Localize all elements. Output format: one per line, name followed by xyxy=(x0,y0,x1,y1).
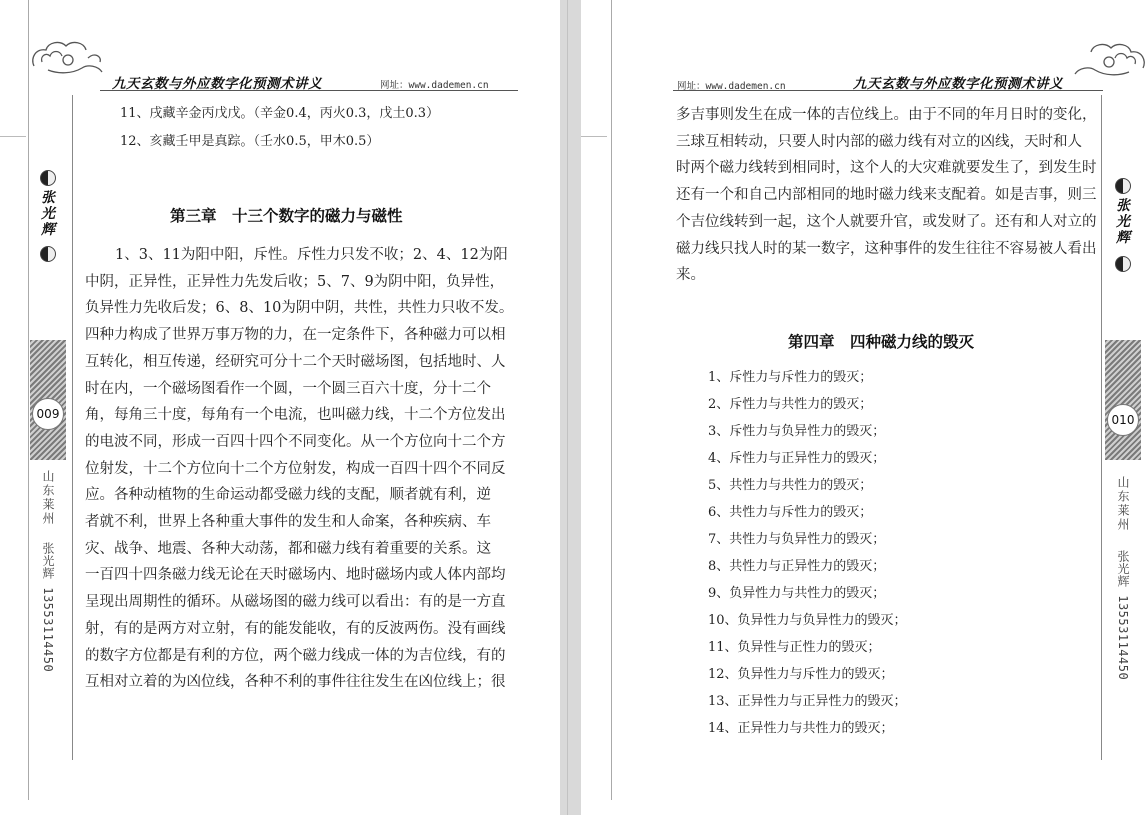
side-strip xyxy=(1105,160,1141,681)
text-line: 1、3、11为阳中阳，斥性。斥性力只发不收；2、4、12为阳 xyxy=(115,247,508,263)
yinyang-icon xyxy=(1115,178,1131,194)
text-line: 射，有的是两方对立射，有的能发能收，有的反波两伤。没有画线 xyxy=(85,620,506,637)
list-item: 4、斥性力与正异性力的毁灭； xyxy=(708,451,886,466)
location-label: 山东莱州 xyxy=(1116,476,1130,532)
text-line: 多吉事则发生在成一体的吉位线上。由于不同的年月日时的变化， xyxy=(676,107,1097,123)
text-line: 负异性力先收后发；6、8、10为阴中阴，共性，共性力只收不发。 xyxy=(85,300,514,317)
list-item: 6、共性力与斥性力的毁灭； xyxy=(708,505,873,520)
left-paragraph xyxy=(85,242,514,696)
text-line: 角，每角三十度，每角有一个电流，也叫磁力线，十二个方位发出 xyxy=(85,407,506,424)
page-number: 009 xyxy=(32,398,64,430)
text-line: 者就不利，世界上各种重大事件的发生和人命案，各种疾病、车 xyxy=(85,514,491,531)
text-line: 时在内，一个磁场图看作一个圆，一个圆三百六十度，分十二个 xyxy=(85,380,491,397)
text-line: 灾、战争、地震、各种大动荡，都和磁力线有着重要的关系。这 xyxy=(85,540,491,557)
inner-margin-rule xyxy=(72,95,73,760)
left-top-list xyxy=(120,100,439,156)
author-signature: 张光辉 xyxy=(1116,198,1130,246)
right-paragraph xyxy=(676,102,1097,289)
text-line: 位射发，十二个方位向十二个方位射发，构成一百四十四个不同反 xyxy=(85,460,506,477)
list-item: 5、共性力与共性力的毁灭； xyxy=(708,478,873,493)
gutter-seam xyxy=(567,0,568,815)
outer-margin-rule xyxy=(28,0,29,800)
text-line: 互相对立着的为凶位线，各种不利的事件往往发生在凶位线上；很 xyxy=(85,674,506,691)
page-gutter xyxy=(560,0,581,815)
contact-label: 张光辉 13553114450 xyxy=(41,542,55,673)
text-line: 个吉位线转到一起，这个人就要升官，或发财了。还有和人对立的 xyxy=(676,213,1097,230)
header-title: 九天玄数与外应数字化预测术讲义 xyxy=(853,76,1063,92)
text-line: 的电波不同，形成一百四十四个不同变化。从一个方位向十二个方 xyxy=(85,433,506,450)
yinyang-icon xyxy=(40,170,56,186)
text-line: 来。 xyxy=(676,267,705,284)
list-item: 2、斥性力与共性力的毁灭； xyxy=(708,397,873,412)
cloud-ornament-icon xyxy=(28,36,108,80)
header-url: 网址：www.dademen.cn xyxy=(380,80,489,91)
cloud-ornament-icon xyxy=(1069,38,1147,82)
header-rule xyxy=(673,90,1103,91)
text-line: 的数字方位都是有利的方位，两个磁力线成一体的为吉位线，有的 xyxy=(85,647,506,664)
text-line: 一百四十四条磁力线无论在天时磁场内、地时磁场内或人体内部均 xyxy=(85,567,506,584)
text-line: 呈现出周期性的循环。从磁场图的磁力线可以看出：有的是一方直 xyxy=(85,594,506,611)
list-item: 11、戌藏辛金丙戊戊。（辛金0.4，丙火0.3，戊土0.3） xyxy=(120,106,440,121)
text-line: 时两个磁力线转到相同时，这个人的大灾难就要发生了，到发生时 xyxy=(676,160,1097,177)
page-number: 010 xyxy=(1107,404,1139,436)
text-line: 还有一个和自己内部相同的地时磁力线来支配着。如是吉事，则三 xyxy=(676,187,1097,204)
contact-label: 张光辉 13553114450 xyxy=(1116,550,1130,681)
chapter-title: 第三章 十三个数字的磁力与磁性 xyxy=(170,207,403,225)
list-item: 11、负异性与正性力的毁灭； xyxy=(708,640,881,655)
text-line: 应。各种动植物的生命运动都受磁力线的支配，顺者就有利，逆 xyxy=(85,487,491,504)
header-title: 九天玄数与外应数字化预测术讲义 xyxy=(112,76,322,92)
list-item: 14、正异性力与共性力的毁灭； xyxy=(708,721,894,736)
margin-tick xyxy=(581,136,607,137)
list-item: 1、斥性力与斥性力的毁灭； xyxy=(708,370,873,385)
list-item: 12、亥藏壬甲是真踪。（壬水0.5，甲木0.5） xyxy=(120,134,380,149)
left-page xyxy=(0,0,560,815)
yinyang-icon xyxy=(1115,256,1131,272)
author-signature: 张光辉 xyxy=(41,190,55,238)
list-item: 12、负异性力与斥性力的毁灭； xyxy=(708,667,894,682)
chapter-title: 第四章 四种磁力线的毁灭 xyxy=(788,333,975,351)
location-label: 山东莱州 xyxy=(41,470,55,526)
yinyang-icon xyxy=(40,246,56,262)
margin-tick xyxy=(0,136,26,137)
text-line: 中阴，正异性，正异性力先发后收；5、7、9为阴中阳，负异性， xyxy=(85,273,505,290)
inner-margin-rule xyxy=(1101,95,1102,760)
header-url: 网址：www.dademen.cn xyxy=(677,81,786,92)
list-item: 8、共性力与正异性力的毁灭； xyxy=(708,559,886,574)
text-line: 四种力构成了世界万事万物的力，在一定条件下，各种磁力可以相 xyxy=(85,327,506,344)
right-list xyxy=(708,364,907,742)
decorative-band xyxy=(1105,340,1141,460)
text-line: 三球互相转动，只要人时内部的磁力线有对立的凶线，天时和人 xyxy=(676,133,1082,150)
list-item: 9、负异性力与共性力的毁灭； xyxy=(708,586,886,601)
list-item: 13、正异性力与正异性力的毁灭； xyxy=(708,694,907,709)
side-strip xyxy=(30,160,66,673)
right-page xyxy=(581,0,1147,815)
text-line: 磁力线只找人时的某一数字，这种事件的发生往往不容易被人看出 xyxy=(676,240,1097,257)
list-item: 10、负异性力与负异性力的毁灭； xyxy=(708,613,907,628)
outer-margin-rule xyxy=(611,0,612,800)
list-item: 7、共性力与负异性力的毁灭； xyxy=(708,532,886,547)
list-item: 3、斥性力与负异性力的毁灭； xyxy=(708,424,886,439)
header-rule xyxy=(100,90,518,91)
text-line: 互转化，相互传递，经研究可分十二个天时磁场图，包括地时、人 xyxy=(85,353,506,370)
